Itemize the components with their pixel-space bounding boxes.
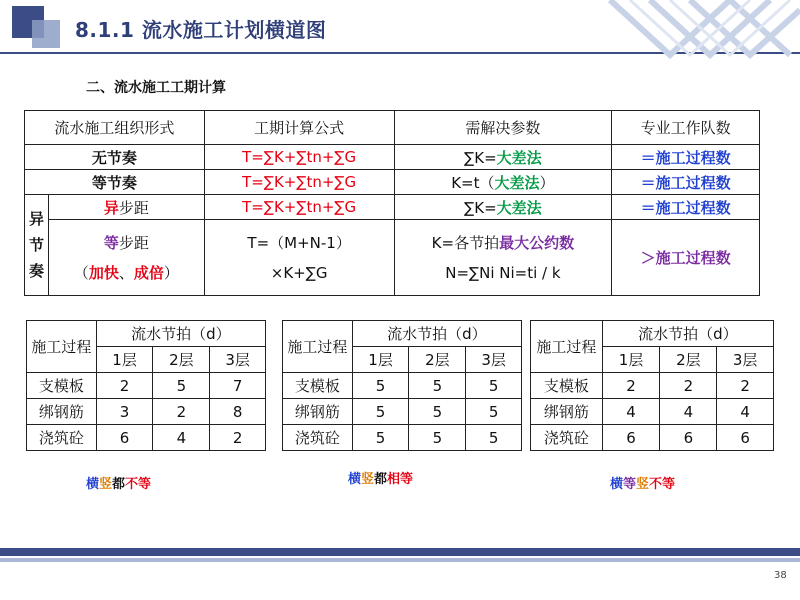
rhythm-table-3 bbox=[530, 320, 774, 451]
process-name: 绑钢筋 bbox=[27, 399, 97, 425]
header-cell-form: 流水施工组织形式 bbox=[25, 111, 205, 145]
floor-cell: 1层 bbox=[602, 347, 660, 373]
row-teams: ＝施工过程数 bbox=[612, 170, 760, 195]
value-cell: 5 bbox=[352, 373, 409, 399]
value-cell: 6 bbox=[96, 425, 153, 451]
value-cell: 4 bbox=[660, 399, 717, 425]
floor-cell: 2层 bbox=[409, 347, 466, 373]
value-cell: 3 bbox=[96, 399, 153, 425]
header-cell-formula: 工期计算公式 bbox=[204, 111, 394, 145]
rhythm-table-1 bbox=[26, 320, 266, 451]
table-row bbox=[27, 425, 266, 451]
value-cell: 2 bbox=[660, 373, 717, 399]
process-name: 浇筑砼 bbox=[283, 425, 353, 451]
process-name: 支模板 bbox=[27, 373, 97, 399]
header-process: 施工过程 bbox=[531, 321, 603, 373]
value-cell: 2 bbox=[717, 373, 774, 399]
header-process: 施工过程 bbox=[283, 321, 353, 373]
process-name: 浇筑砼 bbox=[531, 425, 603, 451]
row-label: 异步距 bbox=[48, 195, 204, 220]
header-process: 施工过程 bbox=[27, 321, 97, 373]
table-row-wujiezou bbox=[25, 145, 760, 170]
floor-cell: 3层 bbox=[210, 347, 266, 373]
value-cell: 2 bbox=[96, 373, 153, 399]
header-rhythm: 流水节拍（d） bbox=[602, 321, 773, 347]
floor-cell: 3层 bbox=[717, 347, 774, 373]
value-cell: 5 bbox=[352, 399, 409, 425]
rhythm-table-2 bbox=[282, 320, 522, 451]
value-cell: 2 bbox=[210, 425, 266, 451]
process-name: 绑钢筋 bbox=[283, 399, 353, 425]
logo-square-light bbox=[32, 20, 60, 48]
value-cell: 5 bbox=[153, 373, 210, 399]
value-cell: 7 bbox=[210, 373, 266, 399]
header-rhythm: 流水节拍（d） bbox=[96, 321, 265, 347]
table-row bbox=[531, 373, 774, 399]
page-number: 38 bbox=[774, 570, 787, 581]
row-teams: ＝施工过程数 bbox=[612, 195, 760, 220]
process-name: 浇筑砼 bbox=[27, 425, 97, 451]
value-cell: 5 bbox=[352, 425, 409, 451]
table-row bbox=[531, 425, 774, 451]
value-cell: 4 bbox=[717, 399, 774, 425]
row-param: ∑K=大差法 bbox=[394, 145, 612, 170]
value-cell: 5 bbox=[466, 373, 522, 399]
value-cell: 8 bbox=[210, 399, 266, 425]
page-title: 8.1.1 流水施工计划横道图 bbox=[75, 18, 327, 42]
value-cell: 4 bbox=[153, 425, 210, 451]
main-table-header-row bbox=[25, 111, 760, 145]
floor-cell: 1层 bbox=[96, 347, 153, 373]
row-teams: ＞施工过程数 bbox=[612, 220, 760, 296]
process-name: 绑钢筋 bbox=[531, 399, 603, 425]
process-name: 支模板 bbox=[283, 373, 353, 399]
floor-cell: 1层 bbox=[352, 347, 409, 373]
row-param: K=t（大差法） bbox=[394, 170, 612, 195]
table-row bbox=[283, 399, 522, 425]
footer-bar bbox=[0, 548, 800, 556]
row-teams: ＝施工过程数 bbox=[612, 145, 760, 170]
value-cell: 5 bbox=[466, 425, 522, 451]
row-label: 无节奏 bbox=[25, 145, 205, 170]
value-cell: 5 bbox=[409, 373, 466, 399]
table-row-dengbuju bbox=[25, 220, 760, 296]
table-row bbox=[27, 373, 266, 399]
row-formula: T=（M+N-1） ×K+∑G bbox=[204, 220, 394, 296]
row-param: ∑K=大差法 bbox=[394, 195, 612, 220]
table-row bbox=[283, 373, 522, 399]
value-cell: 2 bbox=[153, 399, 210, 425]
floor-cell: 2层 bbox=[153, 347, 210, 373]
row-label: 等步距 （加快、成倍） bbox=[48, 220, 204, 296]
table-row-yibuju bbox=[25, 195, 760, 220]
header-decoration bbox=[590, 0, 800, 60]
process-name: 支模板 bbox=[531, 373, 603, 399]
row-param: K=各节拍最大公约数 N=∑Ni Ni=ti / k bbox=[394, 220, 612, 296]
value-cell: 2 bbox=[602, 373, 660, 399]
value-cell: 5 bbox=[466, 399, 522, 425]
value-cell: 5 bbox=[409, 425, 466, 451]
section-subtitle: 二、流水施工工期计算 bbox=[86, 80, 226, 96]
note-2: 横竖都相等 bbox=[348, 472, 414, 487]
note-1: 横竖都不等 bbox=[86, 477, 152, 492]
row-formula: T=∑K+∑tn+∑G bbox=[204, 195, 394, 220]
value-cell: 6 bbox=[660, 425, 717, 451]
main-table bbox=[24, 110, 760, 296]
header-cell-teams: 专业工作队数 bbox=[612, 111, 760, 145]
value-cell: 5 bbox=[409, 399, 466, 425]
table-row bbox=[531, 399, 774, 425]
value-cell: 4 bbox=[602, 399, 660, 425]
value-cell: 6 bbox=[717, 425, 774, 451]
table-row bbox=[283, 425, 522, 451]
row-formula: T=∑K+∑tn+∑G bbox=[204, 145, 394, 170]
table-row bbox=[27, 399, 266, 425]
header-cell-param: 需解决参数 bbox=[394, 111, 612, 145]
row-formula: T=∑K+∑tn+∑G bbox=[204, 170, 394, 195]
header-rhythm: 流水节拍（d） bbox=[352, 321, 521, 347]
floor-cell: 2层 bbox=[660, 347, 717, 373]
yi-jiezou-label: 异 节 奏 bbox=[25, 195, 49, 296]
table-row-dengjiezou bbox=[25, 170, 760, 195]
value-cell: 6 bbox=[602, 425, 660, 451]
row-label: 等节奏 bbox=[25, 170, 205, 195]
footer-bar-light bbox=[0, 558, 800, 562]
floor-cell: 3层 bbox=[466, 347, 522, 373]
note-3: 横等竖不等 bbox=[610, 477, 676, 492]
